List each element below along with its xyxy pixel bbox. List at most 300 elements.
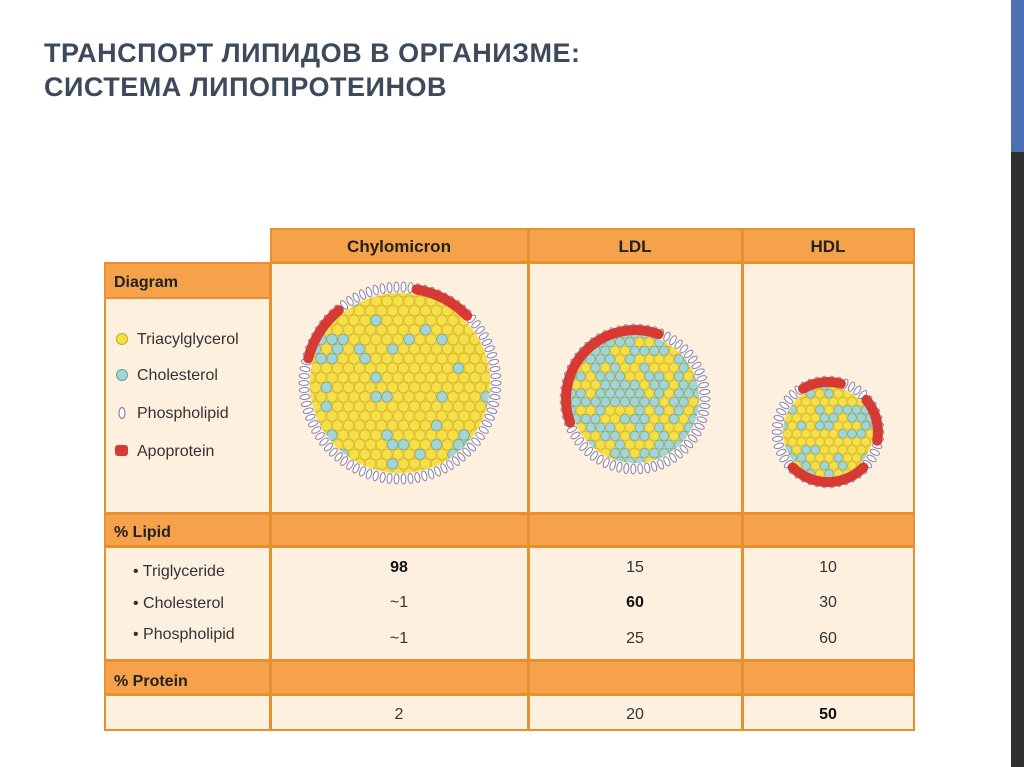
triacylglycerol-molecule: [475, 382, 485, 392]
triacylglycerol-molecule: [448, 411, 458, 421]
triacylglycerol-molecule: [825, 406, 834, 415]
triacylglycerol-molecule: [415, 392, 425, 402]
cholesterol-molecule: [371, 315, 381, 325]
cholesterol-molecule: [674, 355, 683, 364]
triacylglycerol-molecule: [829, 430, 838, 439]
triacylglycerol-molecule: [848, 446, 857, 455]
triacylglycerol-molecule: [332, 363, 342, 373]
triacylglycerol-molecule: [338, 315, 348, 325]
triacylglycerol-molecule: [327, 373, 337, 383]
triacylglycerol-molecule: [669, 431, 678, 440]
apoprotein-bar-icon: [115, 445, 128, 456]
triacylglycerol-molecule: [409, 459, 419, 469]
triacylglycerol-molecule: [382, 411, 392, 421]
cholesterol-molecule: [420, 325, 430, 335]
cholesterol-molecule: [862, 422, 871, 431]
triacylglycerol-molecule: [591, 380, 600, 389]
cholesterol-molecule: [611, 397, 620, 406]
triacylglycerol-molecule: [415, 353, 425, 363]
protein-header-cell-ldl: [529, 661, 742, 694]
triacylglycerol-molecule: [475, 363, 485, 373]
triacylglycerol-molecule: [650, 431, 659, 440]
triacylglycerol-molecule: [365, 363, 375, 373]
triacylglycerol-molecule: [398, 382, 408, 392]
triacylglycerol-molecule: [581, 363, 590, 372]
triacylglycerol-molecule: [811, 430, 820, 439]
triacylglycerol-molecule: [321, 363, 331, 373]
legend-label-triacylglycerol: Triacylglycerol: [137, 331, 239, 348]
triacylglycerol-molecule: [409, 363, 419, 373]
triacylglycerol-molecule: [645, 423, 654, 432]
cholesterol-molecule: [802, 446, 811, 455]
triacylglycerol-molecule: [382, 296, 392, 306]
triacylglycerol-molecule: [338, 411, 348, 421]
triacylglycerol-molecule: [376, 459, 386, 469]
cholesterol-molecule: [611, 449, 620, 458]
triacylglycerol-molecule: [371, 334, 381, 344]
cholesterol-molecule: [797, 422, 806, 431]
triacylglycerol-molecule: [360, 334, 370, 344]
triacylglycerol-molecule: [689, 397, 698, 406]
triacylglycerol-molecule: [393, 315, 403, 325]
triacylglycerol-molecule: [321, 420, 331, 430]
triacylglycerol-molecule: [376, 382, 386, 392]
triacylglycerol-molecule: [404, 315, 414, 325]
cholesterol-molecule: [655, 423, 664, 432]
triacylglycerol-molecule: [645, 355, 654, 364]
cholesterol-molecule: [669, 397, 678, 406]
triacylglycerol-molecule: [606, 406, 615, 415]
triacylglycerol-molecule: [625, 372, 634, 381]
triacylglycerol-molecule: [816, 454, 825, 463]
cholesterol-molecule: [596, 372, 605, 381]
cholesterol-molecule: [360, 353, 370, 363]
triacylglycerol-molecule: [459, 334, 469, 344]
cholesterol-molecule: [660, 431, 669, 440]
triacylglycerol-molecule: [431, 382, 441, 392]
triacylglycerol-molecule: [843, 438, 852, 447]
triacylglycerol-molecule: [645, 406, 654, 415]
triacylglycerol-molecule: [343, 325, 353, 335]
cholesterol-molecule: [630, 414, 639, 423]
triacylglycerol-molecule: [620, 346, 629, 355]
triacylglycerol-molecule: [834, 422, 843, 431]
triacylglycerol-molecule: [834, 390, 843, 399]
triacylglycerol-molecule: [843, 422, 852, 431]
value-phospholipid-ldl: 25: [626, 630, 644, 647]
triacylglycerol-molecule: [420, 459, 430, 469]
triacylglycerol-molecule: [376, 420, 386, 430]
triacylglycerol-molecule: [664, 389, 673, 398]
triacylglycerol-molecule: [834, 438, 843, 447]
triacylglycerol-molecule: [857, 446, 866, 455]
triacylglycerol-molecule: [793, 430, 802, 439]
cholesterol-molecule: [674, 406, 683, 415]
triacylglycerol-molecule: [852, 454, 861, 463]
cholesterol-molecule: [820, 462, 829, 471]
cholesterol-molecule: [581, 414, 590, 423]
triacylglycerol-molecule: [437, 315, 447, 325]
triacylglycerol-molecule: [409, 306, 419, 316]
triacylglycerol-molecule: [393, 411, 403, 421]
triacylglycerol-molecule: [365, 344, 375, 354]
accent-bar-dark: [1011, 152, 1024, 767]
cholesterol-molecule: [660, 346, 669, 355]
triacylglycerol-molecule: [586, 372, 595, 381]
cholesterol-molecule: [415, 449, 425, 459]
triacylglycerol-molecule: [349, 411, 359, 421]
cholesterol-molecule: [606, 372, 615, 381]
cholesterol-molecule: [816, 406, 825, 415]
triacylglycerol-molecule: [409, 382, 419, 392]
triacylglycerol-molecule: [327, 392, 337, 402]
cholesterol-molecule: [453, 363, 463, 373]
triacylglycerol-molecule: [404, 392, 414, 402]
cholesterol-molecule: [811, 446, 820, 455]
triacylglycerol-molecule: [448, 334, 458, 344]
triacylglycerol-molecule: [360, 392, 370, 402]
triacylglycerol-molecule: [664, 372, 673, 381]
protein-section-label: % Protein: [114, 673, 188, 690]
column-header-chylomicron: Chylomicron: [347, 237, 451, 256]
triacylglycerol-molecule: [586, 406, 595, 415]
protein-label-blank-cell: [105, 695, 270, 730]
cholesterol-molecule: [650, 346, 659, 355]
cholesterol-molecule: [387, 440, 397, 450]
triacylglycerol-molecule: [470, 373, 480, 383]
triacylglycerol-molecule: [601, 414, 610, 423]
phospholipid-molecule: [491, 373, 501, 379]
triacylglycerol-molecule: [409, 440, 419, 450]
triacylglycerol-molecule: [387, 306, 397, 316]
triacylglycerol-molecule: [382, 353, 392, 363]
triacylglycerol-molecule: [387, 325, 397, 335]
cholesterol-molecule: [620, 449, 629, 458]
value-phospholipid-hdl: 60: [819, 630, 837, 647]
triacylglycerol-molecule: [620, 431, 629, 440]
triacylglycerol-molecule: [664, 355, 673, 364]
triacylglycerol-molecule: [431, 325, 441, 335]
triacylglycerol-molecule: [635, 338, 644, 347]
triacylglycerol-molecule: [437, 411, 447, 421]
cholesterol-molecule: [655, 372, 664, 381]
triacylglycerol-molecule: [655, 355, 664, 364]
triacylglycerol-molecule: [349, 449, 359, 459]
triacylglycerol-molecule: [470, 392, 480, 402]
legend-label-apoprotein: Apoprotein: [137, 443, 215, 460]
triacylglycerol-molecule: [684, 372, 693, 381]
legend-label-phospholipid: Phospholipid: [137, 405, 229, 422]
cholesterol-molecule: [620, 397, 629, 406]
triacylglycerol-molecule: [843, 454, 852, 463]
triacylglycerol-molecule: [338, 353, 348, 363]
phospholipid-molecule: [387, 282, 393, 292]
triacylglycerol-molecule: [349, 315, 359, 325]
cholesterol-molecule: [848, 430, 857, 439]
triacylglycerol-molecule: [387, 401, 397, 411]
cholesterol-molecule: [431, 420, 441, 430]
cholesterol-molecule: [630, 380, 639, 389]
triacylglycerol-molecule: [354, 325, 364, 335]
value-triglyceride-ldl: 15: [626, 559, 644, 576]
triacylglycerol-molecule: [349, 373, 359, 383]
triacylglycerol-molecule: [393, 334, 403, 344]
cholesterol-molecule: [611, 380, 620, 389]
phospholipid-molecule: [401, 474, 406, 484]
triacylglycerol-molecule: [332, 401, 342, 411]
triacylglycerol-molecule: [354, 401, 364, 411]
triacylglycerol-dot-icon: [117, 334, 128, 345]
triacylglycerol-molecule: [679, 414, 688, 423]
triacylglycerol-molecule: [360, 315, 370, 325]
triacylglycerol-molecule: [426, 392, 436, 402]
triacylglycerol-molecule: [332, 325, 342, 335]
cholesterol-molecule: [459, 430, 469, 440]
value-protein-hdl: 50: [819, 706, 837, 723]
triacylglycerol-molecule: [442, 401, 452, 411]
triacylglycerol-molecule: [415, 315, 425, 325]
triacylglycerol-molecule: [829, 462, 838, 471]
cholesterol-molecule: [571, 397, 580, 406]
triacylglycerol-molecule: [420, 440, 430, 450]
slide-title: [44, 36, 944, 104]
triacylglycerol-molecule: [793, 414, 802, 423]
cholesterol-molecule: [816, 422, 825, 431]
triacylglycerol-molecule: [470, 353, 480, 363]
cholesterol-molecule: [684, 389, 693, 398]
triacylglycerol-molecule: [839, 446, 848, 455]
triacylglycerol-molecule: [811, 398, 820, 407]
triacylglycerol-molecule: [645, 389, 654, 398]
cholesterol-molecule: [327, 334, 337, 344]
triacylglycerol-molecule: [650, 414, 659, 423]
triacylglycerol-molecule: [393, 449, 403, 459]
triacylglycerol-molecule: [343, 382, 353, 392]
cholesterol-molecule: [606, 389, 615, 398]
cholesterol-molecule: [834, 454, 843, 463]
triacylglycerol-molecule: [464, 401, 474, 411]
triacylglycerol-molecule: [684, 406, 693, 415]
triacylglycerol-molecule: [442, 325, 452, 335]
cholesterol-molecule: [640, 431, 649, 440]
cholesterol-molecule: [387, 459, 397, 469]
phospholipid-molecule: [299, 373, 309, 379]
cholesterol-molecule: [839, 430, 848, 439]
triacylglycerol-molecule: [459, 373, 469, 383]
triacylglycerol-molecule: [426, 411, 436, 421]
cholesterol-molecule: [606, 355, 615, 364]
triacylglycerol-molecule: [601, 363, 610, 372]
triacylglycerol-molecule: [448, 315, 458, 325]
cholesterol-molecule: [655, 389, 664, 398]
triacylglycerol-molecule: [829, 398, 838, 407]
column-header-hdl: HDL: [810, 237, 846, 256]
cholesterol-molecule: [321, 401, 331, 411]
triacylglycerol-molecule: [464, 420, 474, 430]
triacylglycerol-molecule: [343, 420, 353, 430]
cholesterol-molecule: [606, 423, 615, 432]
table-grid: [105, 229, 914, 730]
cholesterol-molecule: [674, 372, 683, 381]
triacylglycerol-molecule: [316, 373, 326, 383]
cholesterol-molecule: [852, 406, 861, 415]
cholesterol-molecule: [839, 462, 848, 471]
triacylglycerol-molecule: [862, 438, 871, 447]
triacylglycerol-molecule: [398, 325, 408, 335]
phospholipid-oval-icon: [119, 408, 125, 419]
cholesterol-molecule: [640, 346, 649, 355]
triacylglycerol-molecule: [387, 363, 397, 373]
cholesterol-molecule: [834, 406, 843, 415]
triacylglycerol-molecule: [431, 344, 441, 354]
triacylglycerol-molecule: [426, 430, 436, 440]
triacylglycerol-molecule: [382, 315, 392, 325]
lipid-header-cell-chylomicron: [271, 514, 528, 546]
value-phospholipid-chylomicron: ~1: [389, 630, 409, 647]
phospholipid-molecule: [700, 397, 710, 402]
triacylglycerol-molecule: [376, 401, 386, 411]
triacylglycerol-molecule: [360, 430, 370, 440]
triacylglycerol-molecule: [437, 373, 447, 383]
triacylglycerol-molecule: [404, 449, 414, 459]
triacylglycerol-molecule: [338, 373, 348, 383]
cholesterol-molecule: [640, 397, 649, 406]
triacylglycerol-molecule: [409, 420, 419, 430]
triacylglycerol-molecule: [797, 438, 806, 447]
cholesterol-molecule: [640, 449, 649, 458]
cholesterol-molecule: [829, 414, 838, 423]
cholesterol-molecule: [354, 344, 364, 354]
cholesterol-molecule: [857, 414, 866, 423]
triacylglycerol-molecule: [839, 398, 848, 407]
triacylglycerol-molecule: [630, 449, 639, 458]
cholesterol-molecule: [635, 423, 644, 432]
triacylglycerol-molecule: [387, 382, 397, 392]
cholesterol-molecule: [398, 440, 408, 450]
triacylglycerol-molecule: [426, 373, 436, 383]
triacylglycerol-molecule: [415, 411, 425, 421]
triacylglycerol-molecule: [420, 306, 430, 316]
cholesterol-molecule: [820, 414, 829, 423]
cholesterol-molecule: [581, 397, 590, 406]
phospholipid-molecule: [637, 464, 643, 474]
triacylglycerol-molecule: [426, 353, 436, 363]
triacylglycerol-molecule: [420, 363, 430, 373]
triacylglycerol-molecule: [650, 363, 659, 372]
cholesterol-molecule: [591, 414, 600, 423]
triacylglycerol-molecule: [393, 392, 403, 402]
phospholipid-molecule: [394, 474, 399, 484]
triacylglycerol-molecule: [806, 406, 815, 415]
cholesterol-molecule: [660, 380, 669, 389]
phospholipid-molecule: [699, 389, 709, 395]
phospholipid-molecule: [491, 387, 501, 393]
triacylglycerol-molecule: [354, 306, 364, 316]
triacylglycerol-molecule: [310, 382, 320, 392]
triacylglycerol-molecule: [475, 401, 485, 411]
triacylglycerol-molecule: [464, 344, 474, 354]
slide-title-line-1: ТРАНСПОРТ ЛИПИДОВ В ОРГАНИЗМЕ:: [44, 38, 581, 68]
triacylglycerol-molecule: [393, 296, 403, 306]
cholesterol-molecule: [857, 430, 866, 439]
triacylglycerol-molecule: [382, 449, 392, 459]
triacylglycerol-molecule: [660, 397, 669, 406]
triacylglycerol-molecule: [376, 440, 386, 450]
lipid-row-label-phospholipid: • Phospholipid: [133, 626, 235, 643]
cholesterol-molecule: [615, 389, 624, 398]
cholesterol-molecule: [625, 389, 634, 398]
triacylglycerol-molecule: [338, 430, 348, 440]
triacylglycerol-molecule: [371, 430, 381, 440]
triacylglycerol-molecule: [620, 363, 629, 372]
triacylglycerol-molecule: [360, 373, 370, 383]
cholesterol-molecule: [664, 440, 673, 449]
triacylglycerol-molecule: [442, 363, 452, 373]
triacylglycerol-molecule: [788, 422, 797, 431]
triacylglycerol-molecule: [382, 373, 392, 383]
accent-bar-blue: [1011, 0, 1024, 152]
cholesterol-molecule: [591, 363, 600, 372]
triacylglycerol-molecule: [420, 420, 430, 430]
triacylglycerol-molecule: [398, 401, 408, 411]
triacylglycerol-molecule: [371, 411, 381, 421]
cholesterol-molecule: [825, 390, 834, 399]
triacylglycerol-molecule: [852, 422, 861, 431]
triacylglycerol-molecule: [825, 454, 834, 463]
cholesterol-molecule: [635, 406, 644, 415]
lipid-header-cell-ldl: [529, 514, 742, 546]
cholesterol-molecule: [611, 431, 620, 440]
triacylglycerol-molecule: [442, 382, 452, 392]
triacylglycerol-molecule: [635, 372, 644, 381]
triacylglycerol-molecule: [453, 382, 463, 392]
triacylglycerol-molecule: [669, 380, 678, 389]
cholesterol-molecule: [431, 440, 441, 450]
cholesterol-molecule: [843, 406, 852, 415]
triacylglycerol-molecule: [816, 438, 825, 447]
triacylglycerol-molecule: [448, 373, 458, 383]
phospholipid-molecule: [299, 387, 309, 393]
triacylglycerol-molecule: [376, 363, 386, 373]
triacylglycerol-molecule: [586, 389, 595, 398]
triacylglycerol-molecule: [426, 315, 436, 325]
triacylglycerol-molecule: [802, 398, 811, 407]
value-cholesterol-hdl: 30: [819, 594, 837, 611]
phospholipid-molecule: [772, 430, 782, 435]
cholesterol-molecule: [327, 353, 337, 363]
triacylglycerol-molecule: [349, 392, 359, 402]
triacylglycerol-molecule: [371, 296, 381, 306]
triacylglycerol-molecule: [788, 438, 797, 447]
diagram-row-label: Diagram: [114, 274, 179, 291]
cholesterol-molecule: [630, 346, 639, 355]
triacylglycerol-molecule: [448, 353, 458, 363]
cholesterol-molecule: [848, 414, 857, 423]
triacylglycerol-molecule: [674, 423, 683, 432]
cholesterol-molecule: [611, 363, 620, 372]
triacylglycerol-molecule: [360, 449, 370, 459]
triacylglycerol-molecule: [365, 401, 375, 411]
triacylglycerol-molecule: [349, 334, 359, 344]
triacylglycerol-molecule: [591, 431, 600, 440]
triacylglycerol-molecule: [669, 363, 678, 372]
cholesterol-molecule: [655, 406, 664, 415]
triacylglycerol-molecule: [437, 430, 447, 440]
triacylglycerol-molecule: [404, 353, 414, 363]
phospholipid-molecule: [699, 403, 709, 409]
triacylglycerol-molecule: [426, 334, 436, 344]
triacylglycerol-molecule: [404, 373, 414, 383]
